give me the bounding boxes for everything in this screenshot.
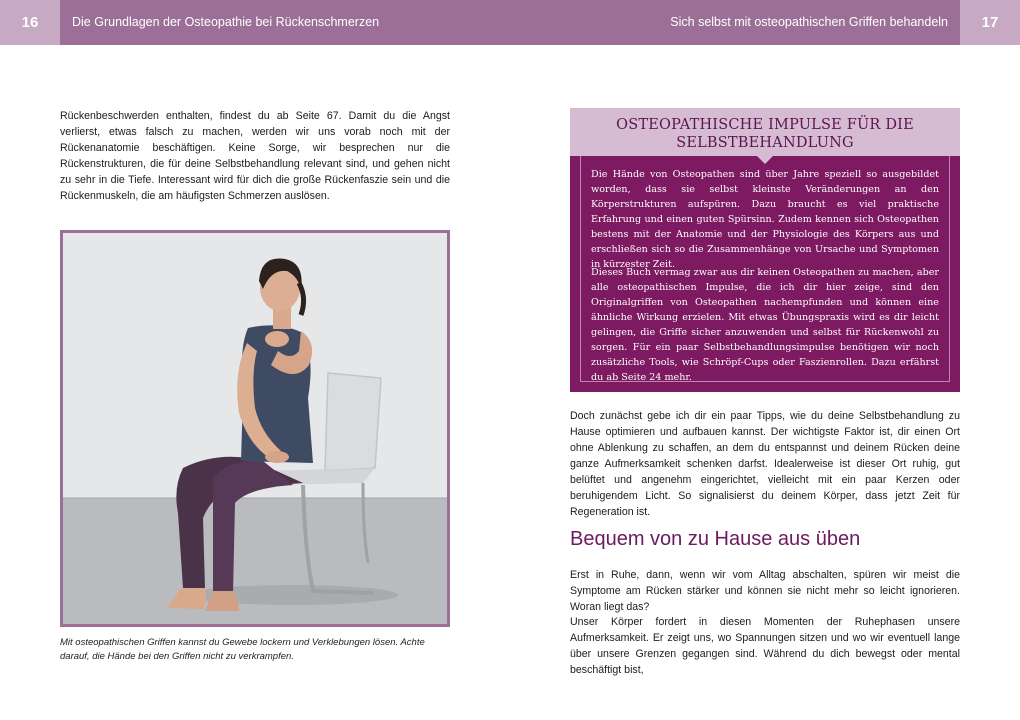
left-page-number: 16: [0, 0, 60, 45]
page-header: [0, 0, 1020, 45]
photo-caption: Mit osteopathischen Griffen kannst du Gewebe lockern und Verklebungen lösen. Achte darauf, die Hände bei den Griffen nicht zu verkrampfen.: [60, 637, 425, 662]
info-box-paragraph-1: Die Hände von Osteopathen sind über Jahre speziell so ausgebildet worden, dass sie selbst kleinste Veränderungen an den Körperstrukturen aufspüren. Dazu braucht es viel praktische Erfahrung und einen guten Spürsinn. Zudem kennen sich Osteopathen bestens mit der Anatomie und der Physiologie des Körpers aus und erschließen sich so die Zusammenhänge von Ursache und Symptomen in kürzester Zeit.: [591, 169, 939, 270]
exercise-photo: [60, 230, 450, 627]
info-box-title-band: [570, 108, 960, 156]
seated-woman-illustration: [63, 233, 447, 624]
right-paragraph-3: Unser Körper fordert in diesen Momenten der Ruhephasen unsere Aufmerksamkeit. Er zeigt uns, wo Spannungen sitzen und wo wir eventuell lange über unsere Grenzen gegangen sind. Während du dich bewegst oder mental beschäftigt bist,: [570, 616, 960, 676]
info-box-title-line-2: SELBSTBEHANDLUNG: [676, 135, 854, 151]
info-box: [570, 108, 960, 392]
right-running-title: Sich selbst mit osteopathischen Griffen behandeln: [670, 15, 948, 29]
section-heading: Bequem von zu Hause aus üben: [570, 528, 861, 550]
left-running-title: Die Grundlagen der Osteopathie bei Rückenschmerzen: [72, 15, 380, 29]
info-box-paragraph-2: Dieses Buch vermag zwar aus dir keinen Osteopathen zu machen, aber alle osteopathischen Impulse, die ich dir hier zeige, sind den Originalgriffen von Osteopathen nachempfunden und können eine ähnliche Wirkung erzielen. Mit etwas Übungspraxis wird es dir leicht gelingen, die Griffe sicher anzuwenden und selbst für Rückenwohl zu sorgen. Für ein paar Selbstbehandlungsimpulse benötigen wir noch zusätzliche Tools, wie Schröpf-Cups oder Faszienrollen. Dazu erfährst du ab Seite 24 mehr.: [591, 267, 939, 383]
info-box-title: [570, 116, 960, 152]
right-paragraph-2: Erst in Ruhe, dann, wenn wir vom Alltag abschalten, spüren wir meist die Symptome am Rücken stärker und können sie nicht mehr so leicht ignorieren. Woran liegt das?: [570, 569, 960, 613]
info-box-title-line-1: OSTEOPATHISCHE IMPULSE FÜR DIE: [616, 117, 914, 133]
right-paragraph-1: Doch zunächst gebe ich dir ein paar Tipps, wie du deine Selbstbehandlung zu Hause optimieren und aufbauen kannst. Der wichtigste Faktor ist, dir einen Ort ohne Ablenkung zu schaffen, an dem du entspannst und deinem Rücken deine ganze Aufmerksamkeit schenken darfst. Idealerweise ist dieser Ort ruhig, gut belüftet und angenehm eingerichtet, vielleicht mit ein paar Kerzen oder beruhigendem Licht. So signalisierst du deinem Körper, dass jetzt Zeit für Regeneration ist.: [570, 410, 960, 518]
left-intro-paragraph: Rückenbeschwerden enthalten, findest du ab Seite 67. Damit du die Angst verlierst, etwas falsch zu machen, werden wir uns vorab noch mit der Rückenanatomie beschäftigen. Keine Sorge, wir besprechen nur die Rückenstrukturen, die für deine Selbstbehandlung relevant sind, und gehen nicht zu sehr in die Tiefe. Interessant wird für dich die große Rückenfaszie sein und die Rückenmuskeln, die am häufigsten Schmerzen auslösen.: [60, 110, 450, 202]
right-page-number: 17: [960, 0, 1020, 45]
